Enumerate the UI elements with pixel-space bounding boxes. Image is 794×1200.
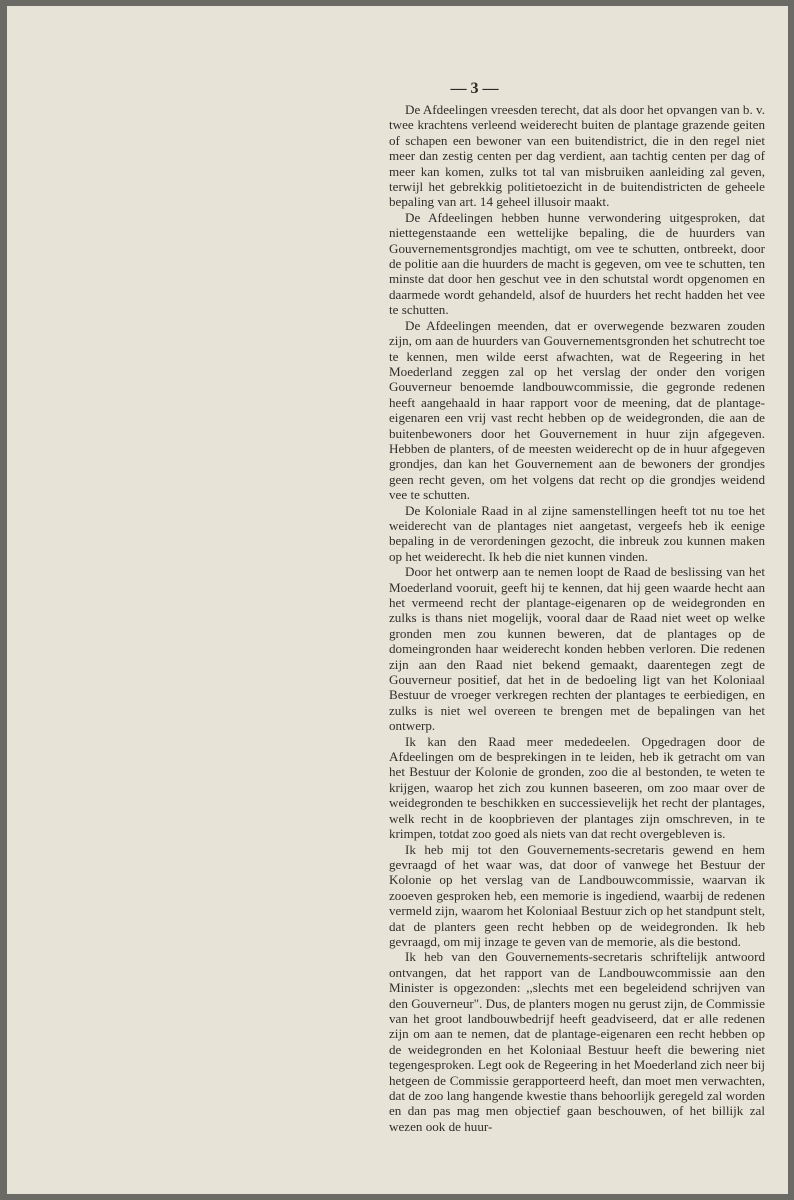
paragraph-4: De Koloniale Raad in al zijne samenstellingen heeft tot nu toe het weiderecht van de plantages niet aangetast, vergeefs heb ik eenige bepaling in de verordeningen gezocht, die inbreuk zou kunnen maken op het weiderecht. Ik heb die niet kunnen vinden. bbox=[389, 502, 765, 564]
paragraph-8: Ik heb van den Gouvernements-secretaris schriftelijk antwoord ontvangen, dat het rapport van de Landbouwcommissie aan den Minister is opgezonden: ,,slechts met een begeleidend schrijven van den Gouverneur". Dus, de planters mogen nu gerust zijn, de Commissie van het groot landbouwbedrijf heeft geadviseerd, dat er alle redenen zijn om aan te nemen, dat de plantage-eigenaren een recht hebben op de weidegronden en het Koloniaal Bestuur heeft die bewering niet tegengesproken. Legt ook de Regeering in het Moederland zich neer bij hetgeen de Commissie gerapporteerd heeft, dan moet men verwachten, dat de zoo lang hangende kwestie thans behoorlijk geregeld zal worden en dan pas mag men objectief gaan beschouwen, of het billijk zal wezen ook de huur- bbox=[389, 949, 765, 1134]
text-column bbox=[389, 102, 765, 1134]
paragraph-5: Door het ontwerp aan te nemen loopt de Raad de beslissing van het Moederland vooruit, geeft hij te kennen, dat hij geen waarde hecht aan het vermeend recht der plantage-eigenaren op de weidegronden en zulks is thans niet mogelijk, vooral daar de Raad niet weet op welke gronden men zou kunnen beweren, dat de plantages op de domeingronden haar weiderecht konden hebben verloren. Die redenen zijn aan den Raad niet bekend gemaakt, daarentegen zegt de Gouverneur positief, dat het in de bedoeling ligt van het Koloniaal Bestuur de vroeger verkregen rechten der plantages te eerbiedigen, en zulks is niet wel overeen te brengen met de bepalingen van het ontwerp. bbox=[389, 564, 765, 734]
paragraph-7: Ik heb mij tot den Gouvernements-secretaris gewend en hem gevraagd of het waar was, dat door of vanwege het Bestuur der Kolonie op het verslag van de Landbouwcommissie, waarvan ik zooeven gesproken heb, een memorie is ingediend, waarbij de redenen vermeld zijn, waarom het Koloniaal Bestuur zich op het standpunt stelt, dat de planters geen recht hebben op de weidegronden. Ik heb gevraagd, om mij inzage te geven van de memorie, als die bestond. bbox=[389, 841, 765, 949]
paragraph-6: Ik kan den Raad meer mededeelen. Opgedragen door de Afdeelingen om de besprekingen in te leiden, heb ik getracht om van het Bestuur der Kolonie de gronden, zoo die al bestonden, te weten te krijgen, waarop het zich zou kunnen baseeren, om zoo maar over de weidegronden te beschikken en successievelijk het recht der plantages, welk recht in de koopbrieven der plantages zijn omschreven, in te krimpen, totdat zoo goed als niets van dat recht overgebleven is. bbox=[389, 733, 765, 842]
page-number: — 3 — bbox=[450, 80, 499, 97]
paragraph-2: De Afdeelingen hebben hunne verwondering uitgesproken, dat niettegenstaande een wettelijke bepaling, die de huurders van Gouvernementsgrondjes machtigt, om vee te schutten, ontbreekt, door de politie aan die huurders de macht is gegeven, om vee te schutten, ten minste dat door hen geschut vee in den schutstal wordt opgenomen en daarmede wordt gehandeld, alsof de huurders het recht hadden het vee te schutten. bbox=[389, 209, 765, 318]
paragraph-3: De Afdeelingen meenden, dat er overwegende bezwaren zouden zijn, om aan de huurders van Gouvernementsgronden het schutrecht toe te kennen, men wilde eerst afwachten, wat de Regeering in het Moederland zeggen zal op het verslag der onder den vorigen Gouverneur benoemde landbouwcommissie, die gegronde redenen heeft aangehaald in haar rapport voor de meening, dat de plantage-eigenaren een vrij vast recht hebben op de weidegronden, die aan de buitenbewoners door het Gouvernement in huur zijn afgegeven. Hebben de planters, of de meesten weiderecht op de in huur afgegeven grondjes, dan kan het Gouvernement aan de bewoners der grondjes geen recht geven, om het volgens dat recht op die grondjes weidend vee te schutten. bbox=[389, 317, 765, 503]
paragraph-1: De Afdeelingen vreesden terecht, dat als door het opvangen van b. v. twee krachtens verleend weiderecht buiten de plantage grazende geiten of schapen een bewoner van een buitendistrict, die in den regel niet meer dan zestig centen per dag verdient, aan tachtig centen per dag of meer kan komen, zulks tot tal van misbruiken aanleiding zal geven, terwijl het gebrekkig politietoezicht in de buitendistricten de geheele bepaling van art. 14 geheel illusoir maakt. bbox=[389, 102, 765, 210]
document-page bbox=[7, 6, 788, 1194]
